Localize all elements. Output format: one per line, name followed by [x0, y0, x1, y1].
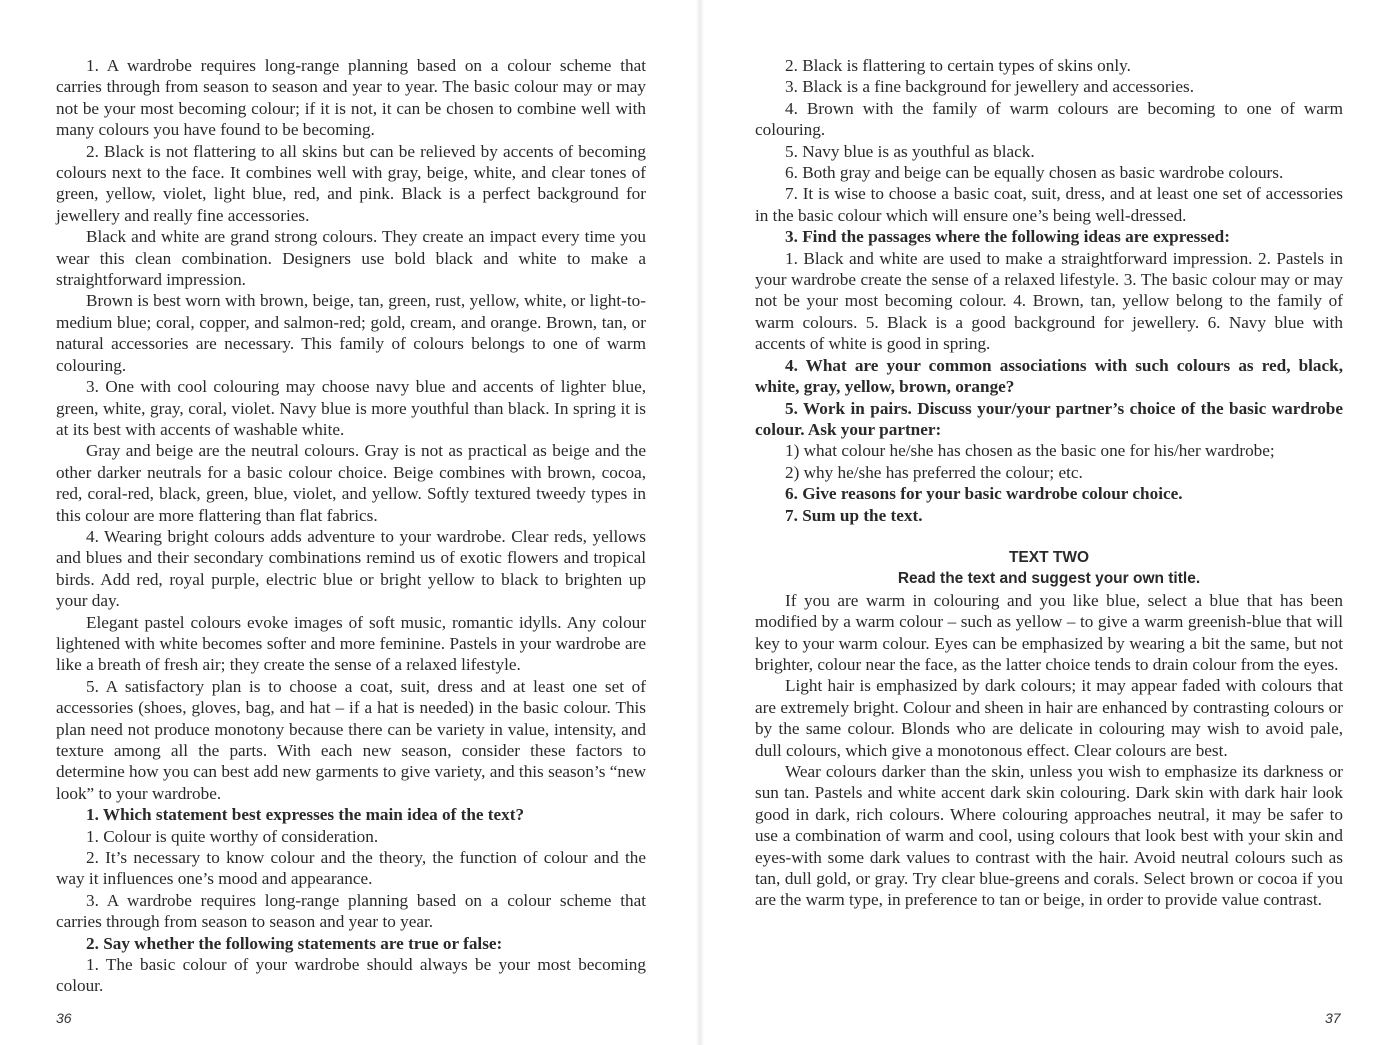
- paragraph: Wear colours darker than the skin, unless you wish to emphasize its darkness or sun tan. Pastels and white accent dark skin colouring. Dark skin with dark hair look good in dark, rich colours. Where colouring approaches neutral, it may be safer to use a combination of warm and cool, using colours that look best with your skin and eyes-with some dark values to contrast with the hair. Avoid neutral colours such as tan, dull gold, or gray. Try clear blue-greens and corals. Select brown or cocoa if you are the warm type, in preference to tan or beige, in order to provide value contrast.: [755, 762, 1343, 910]
- exercise-item: 7. It is wise to choose a basic coat, suit, dress, and at least one set of accessories in the basic colour which will ensure one’s being well-dressed.: [755, 184, 1343, 225]
- paragraph: 1. A wardrobe requires long-range planning based on a colour scheme that carries through from season to season and year to year. The basic colour may or may not be your most becoming colour; if it is not, it can be chosen to combine well with many colours you have found to be becoming.: [56, 56, 646, 140]
- paragraph: 3. One with cool colouring may choose navy blue and accents of lighter blue, green, white, gray, coral, violet. Navy blue is more youthful than black. In spring it is at its best with accents of washable white.: [56, 377, 646, 439]
- exercise-heading: 7. Sum up the text.: [785, 505, 923, 525]
- right-page: [755, 55, 1343, 911]
- exercise-item: 1. Black and white are used to make a straightforward impression. 2. Pastels in your wardrobe create the sense of a relaxed lifestyle. 3. The basic colour may or may not be your most becoming colour. 4. Brown, tan, yellow belong to the family of warm colours. 5. Black is a good background for jewellery. 6. Navy blue with accents of white is good in spring.: [755, 248, 1343, 354]
- exercise-item: 5. Navy blue is as youthful as black.: [785, 141, 1035, 161]
- left-page: [56, 55, 646, 997]
- section-title: TEXT TWO: [1008, 548, 1090, 566]
- exercise-heading: 5. Work in pairs. Discuss your/your partner’s choice of the basic wardrobe colour. Ask your partner:: [755, 398, 1343, 439]
- paragraph: 2. Black is not flattering to all skins but can be relieved by accents of becoming colours next to the face. It combines well with gray, beige, white, and clear tones of green, yellow, violet, light blue, red, and pink. Black is a perfect background for jewellery and really fine accessories.: [56, 141, 646, 225]
- paragraph: Gray and beige are the neutral colours. Gray is not as practical as beige and the other darker neutrals for a basic colour choice. Beige combines with brown, cocoa, red, coral-red, black, green, blue, violet, and yellow. Softly textured tweedy types in this colour are more flattering than flat fabrics.: [56, 441, 646, 525]
- exercise-heading: 2. Say whether the following statements are true or false:: [86, 933, 503, 953]
- paragraph: Black and white are grand strong colours. They create an impact every time you wear this clean combination. Designers use bold black and white to make a straightforward impression.: [56, 227, 646, 290]
- exercise-item: 4. Brown with the family of warm colours are becoming to one of warm colouring.: [755, 98, 1343, 140]
- paragraph: Elegant pastel colours evoke images of soft music, romantic idylls. Any colour lightened with white becomes softer and more feminine. Pastels in your wardrobe are like a breath of fresh air; they create the sense of a relaxed lifestyle.: [56, 612, 646, 675]
- page-number-left: 36: [56, 1010, 72, 1026]
- exercise-item: 2) why he/she has preferred the colour; etc.: [785, 462, 1083, 482]
- exercise-heading: 4. What are your common associations with such colours as red, black, white, gray, yellow, brown, orange?: [755, 355, 1343, 397]
- section-instruction: Read the text and suggest your own title.: [897, 570, 1201, 588]
- paragraph: If you are warm in colouring and you like blue, select a blue that has been modified by a warm colour – such as yellow – to give a warm greenish-blue that will key to your warm colour. Eyes can be emphasized by wearing a bit the same, but not brighter, colour near the face, as the latter choice tends to drain colour from the eyes.: [755, 590, 1343, 674]
- exercise-item: 2. Black is flattering to certain types of skins only.: [785, 56, 1131, 75]
- exercise-heading: 6. Give reasons for your basic wardrobe colour choice.: [785, 484, 1183, 504]
- exercise-item: 3. A wardrobe requires long-range planning based on a colour scheme that carries through from season to season and year to year.: [56, 890, 646, 932]
- exercise-heading: 3. Find the passages where the following ideas are expressed:: [785, 227, 1230, 247]
- paragraph: 4. Wearing bright colours adds adventure to your wardrobe. Clear reds, yellows and blues and their secondary combinations remind us of exotic flowers and tropical birds. Add red, royal purple, electric blue or bright yellow to black to brighten up your day.: [56, 526, 646, 611]
- paragraph: Light hair is emphasized by dark colours; it may appear faded with colours that are extremely bright. Colour and sheen in hair are enhanced by contrasting colours or by the same colour. Blonds who are delicate in colouring may wish to avoid pale, dull colours, which give a monotonous effect. Clear colours are best.: [755, 676, 1343, 760]
- paragraph: Brown is best worn with brown, beige, tan, green, rust, yellow, white, or light-to-medium blue; coral, copper, and salmon-red; gold, cream, and orange. Brown, tan, or natural accessories are necessary. This family of colours belongs to one of warm colouring.: [56, 291, 646, 375]
- paragraph: 5. A satisfactory plan is to choose a coat, suit, dress and at least one set of accessories (shoes, gloves, bag, and hat – if a hat is needed) in the basic colour. This plan need not produce monotony because there can be variety in value, intensity, and texture among all the parts. With each new season, consider these factors to determine how you can best add new garments to give variety, and this season’s “new look” to your wardrobe.: [56, 676, 646, 803]
- exercise-item: 6. Both gray and beige can be equally chosen as basic wardrobe colours.: [785, 163, 1284, 183]
- exercise-heading: 1. Which statement best expresses the main idea of the text?: [86, 805, 525, 825]
- exercise-item: 1) what colour he/she has chosen as the basic one for his/her wardrobe;: [785, 441, 1275, 461]
- exercise-item: 1. The basic colour of your wardrobe should always be your most becoming colour.: [56, 955, 646, 996]
- exercise-item: 1. Colour is quite worthy of consideration.: [86, 826, 379, 846]
- book-gutter: [696, 0, 704, 1045]
- exercise-item: 2. It’s necessary to know colour and the theory, the function of colour and the way it influences one’s mood and appearance.: [56, 848, 646, 889]
- exercise-item: 3. Black is a fine background for jewellery and accessories.: [785, 77, 1195, 97]
- page-number-right: 37: [1325, 1010, 1341, 1026]
